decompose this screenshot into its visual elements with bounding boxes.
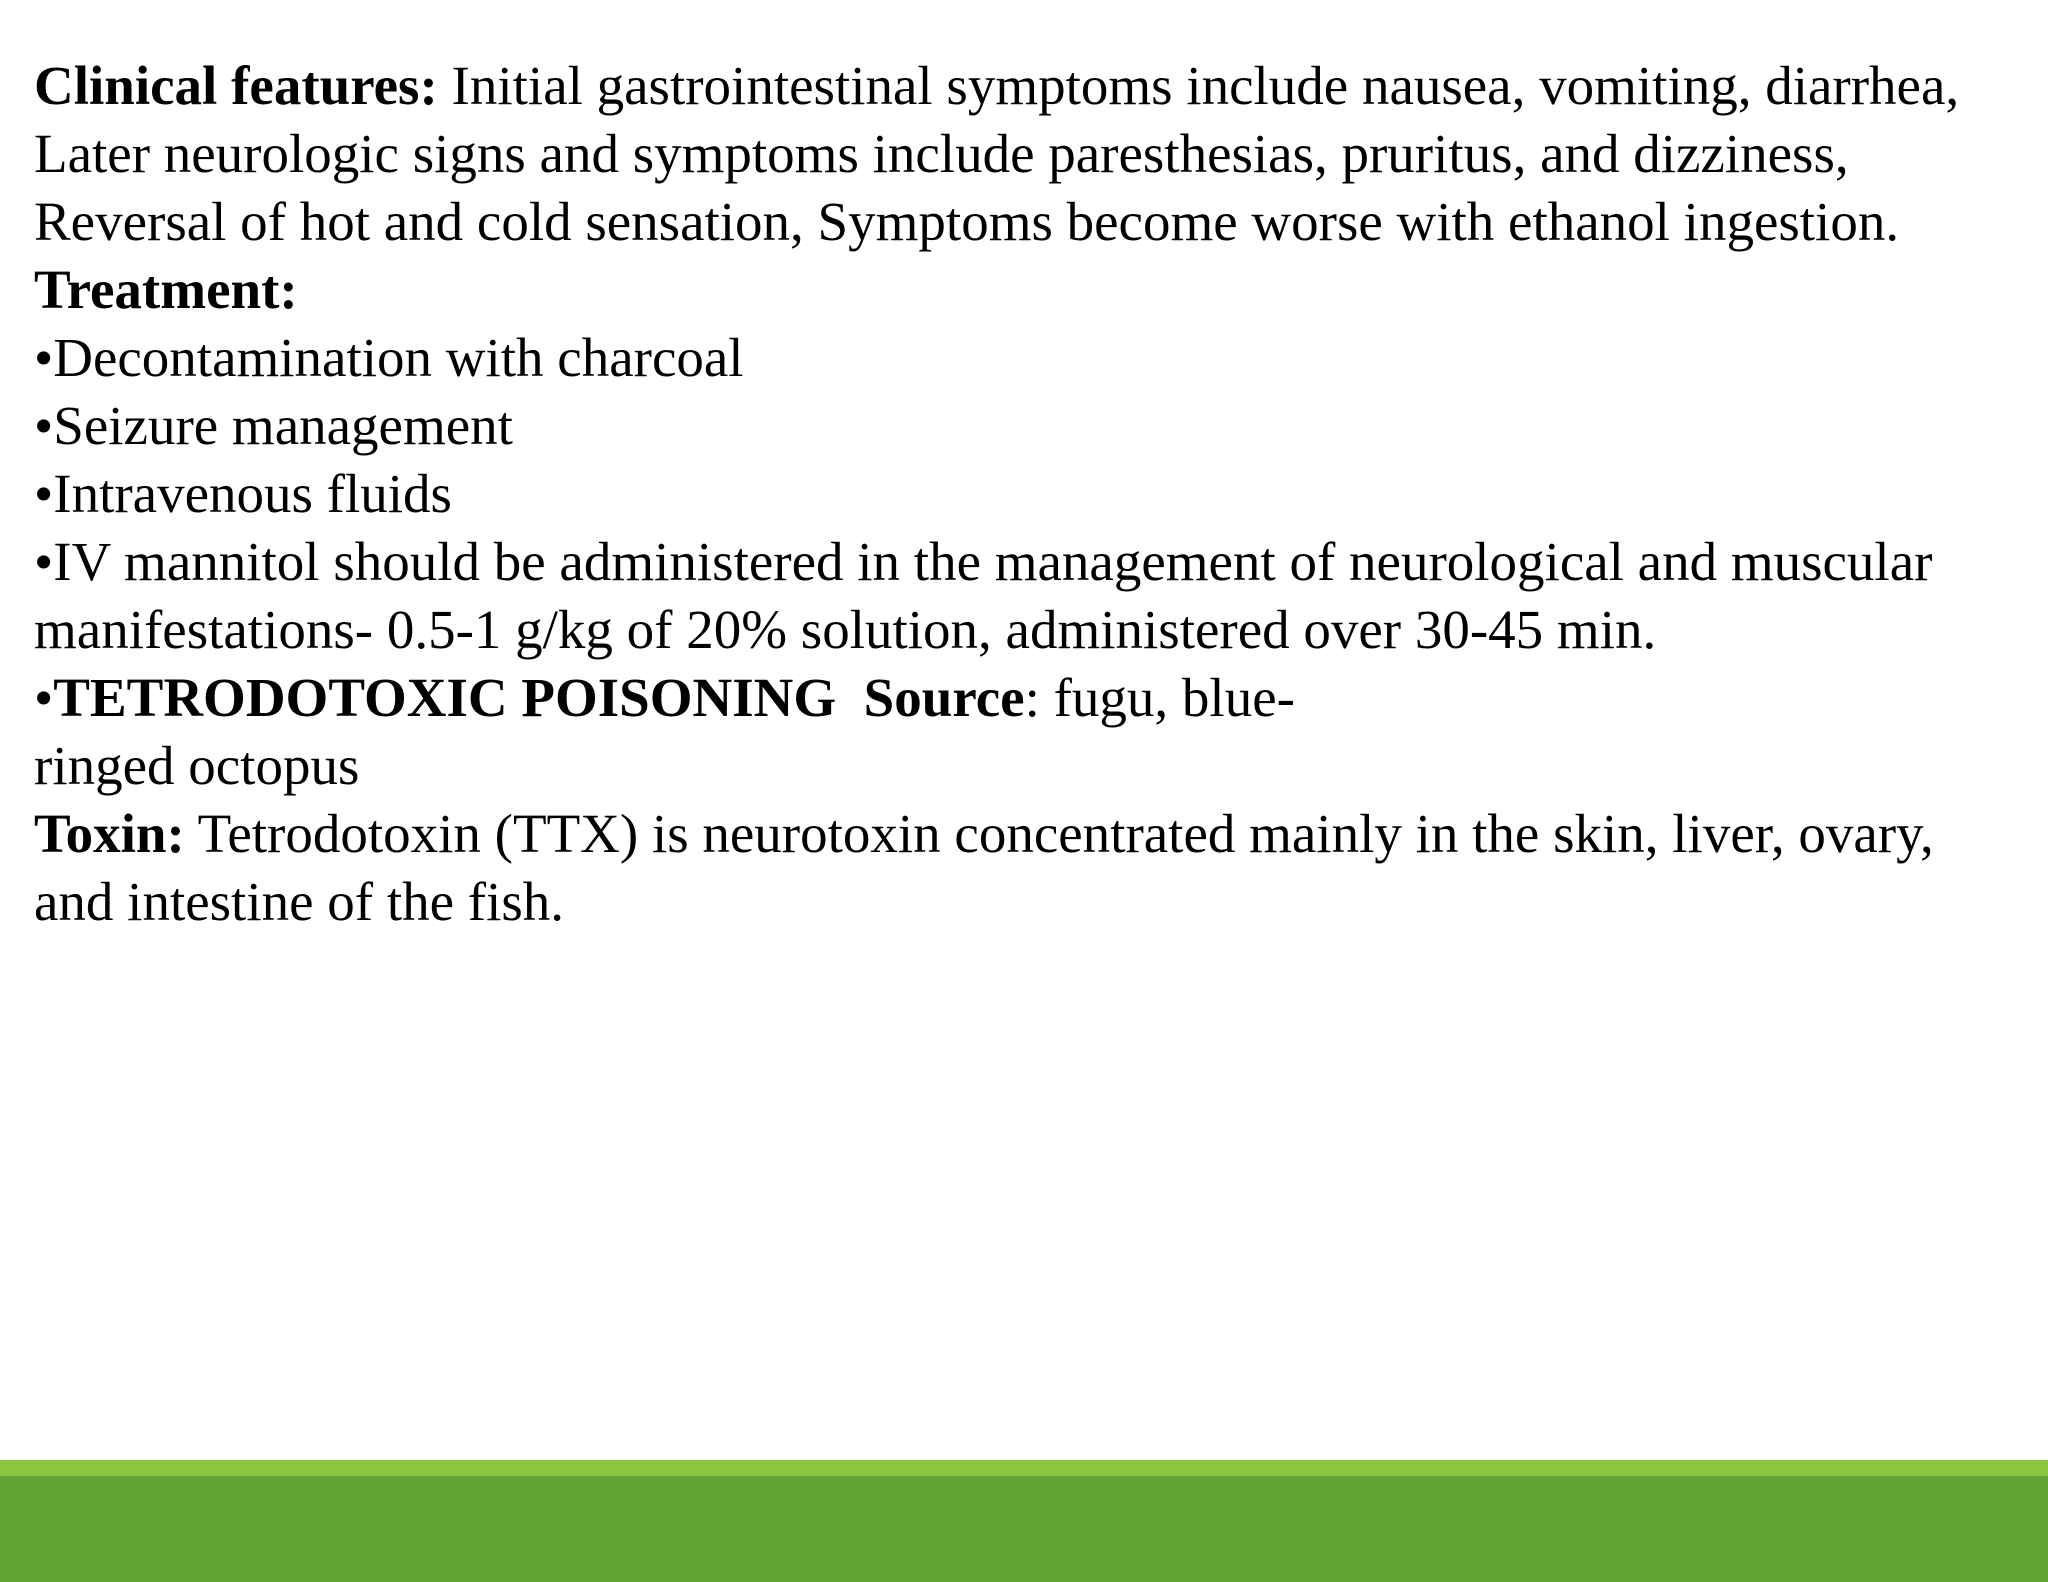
source-text: : fugu, blue- [1024,667,1295,728]
toxin-paragraph [34,800,2024,936]
treatment-heading: Treatment: [34,259,298,320]
source-label: Source [863,667,1025,728]
source-text-continued: ringed octopus [34,735,360,796]
tetrodotoxic-heading-line [34,664,2024,732]
tetrodotoxic-title: TETRODOTOXIC POISONING [53,667,864,728]
toxin-label: Toxin: [34,803,185,864]
footer-accent-stripe [0,1460,2048,1476]
slide-body [34,52,2024,936]
treatment-bullet-fluids: •Intravenous fluids [34,463,452,524]
clinical-features-label: Clinical features: [34,55,438,116]
toxin-text: Tetrodotoxin (TTX) is neurotoxin concentrated mainly in the skin, liver, ovary, and intestine of the fish. [34,803,1934,932]
clinical-features-paragraph [34,52,2024,256]
treatment-bullet-charcoal: •Decontamination with charcoal [34,327,744,388]
footer-band [0,1476,2048,1582]
clinical-features-text: Initial gastrointestinal symptoms include nausea, vomiting, diarrhea, Later neurologic signs and symptoms include paresthesias, pruritus, and dizziness, Reversal of hot and cold sensation, Symptoms become worse with ethanol ingestion. [34,55,1960,252]
tetrodotoxic-bullet: • [34,667,54,728]
treatment-bullet-mannitol: •IV mannitol should be administered in the management of neurological and muscular manifestations- 0.5-1 g/kg of 20% solution, administered over 30-45 min. [34,531,1933,660]
treatment-bullet-seizure: •Seizure management [34,395,513,456]
